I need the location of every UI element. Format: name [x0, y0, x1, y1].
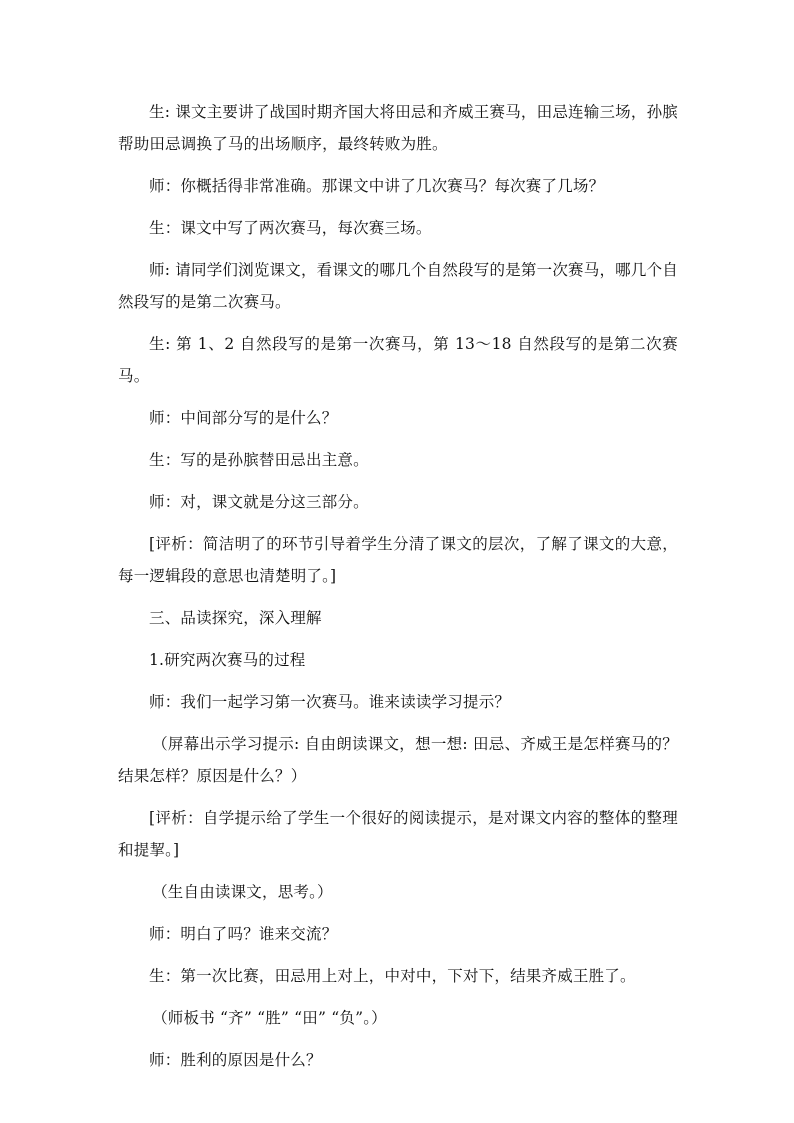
paragraph-board-writing: （师板书 “齐” “胜” “田” “负”。） [152, 1009, 387, 1027]
subsection-heading: 1.研究两次赛马的过程 [149, 651, 306, 669]
paragraph-summary: 生: 课文主要讲了战国时期齐国大将田忌和齐威王赛马，田忌连输三场，孙膑帮助田忌调换了马的出场顺序，最终转败为胜。 [118, 103, 678, 153]
paragraph-student-reading: （生自由读课文，思考。） [152, 883, 333, 901]
paragraph-teacher-reason: 师：胜利的原因是什么？ [149, 1051, 322, 1069]
paragraph-student-middle: 生：写的是孙膑替田忌出主意。 [149, 451, 369, 469]
paragraph-screen-prompt: （屏幕出示学习提示: 自由朗读课文，想一想: 田忌、齐威王是怎样赛马的？结果怎样？原因是什么？） [118, 735, 678, 785]
paragraph-teacher-exchange: 师：明白了吗？谁来交流？ [149, 925, 338, 943]
paragraph-teacher-first-race: 师：我们一起学习第一次赛马。谁来读读学习提示？ [149, 693, 511, 711]
paragraph-student-sections: 生: 第 1、2 自然段写的是第一次赛马，第 13～18 自然段写的是第二次赛马。 [118, 335, 678, 385]
paragraph-student-first-race: 生：第一次比赛，田忌用上对上，中对中，下对下，结果齐威王胜了。 [149, 967, 636, 985]
page-content [118, 96, 678, 1086]
paragraph-teacher-confirm: 师：对，课文就是分这三部分。 [149, 493, 369, 511]
paragraph-teacher-instruction: 师: 请同学们浏览课文，看课文的哪几个自然段写的是第一次赛马，哪几个自然段写的是第二次赛马。 [118, 261, 678, 311]
paragraph-comment-prompt: [评析：自学提示给了学生一个很好的阅读提示，是对课文内容的整体的整理和提挈。] [118, 809, 678, 859]
paragraph-comment-structure: [评析：简洁明了的环节引导着学生分清了课文的层次，了解了课文的大意，每一逻辑段的意思也清楚明了。] [118, 535, 678, 585]
paragraph-student-answer: 生：课文中写了两次赛马，每次赛三场。 [149, 219, 432, 237]
paragraph-teacher-question: 师：你概括得非常准确。那课文中讲了几次赛马？每次赛了几场？ [149, 177, 605, 195]
section-heading: 三、品读探究，深入理解 [149, 609, 322, 627]
paragraph-teacher-middle: 师：中间部分写的是什么？ [149, 409, 338, 427]
